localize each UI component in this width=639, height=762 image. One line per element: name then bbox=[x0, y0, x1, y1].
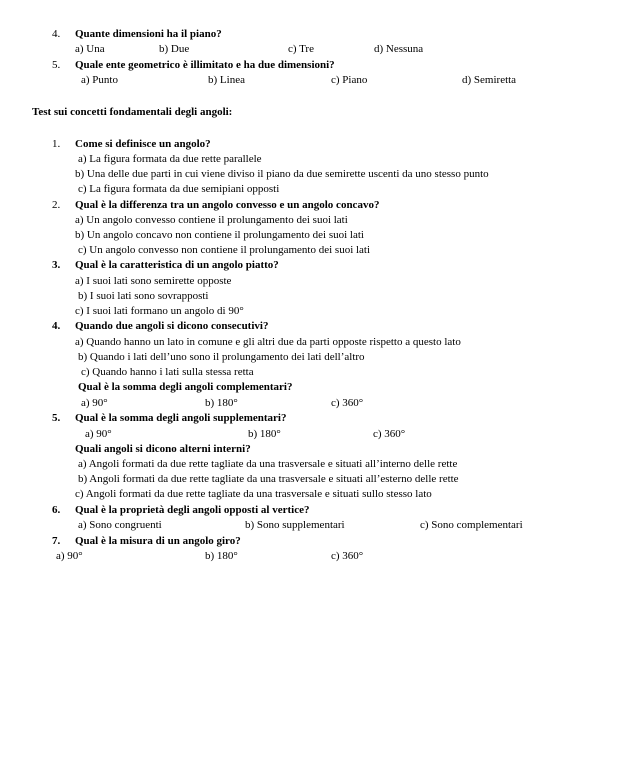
answer-option: c) Sono complementari bbox=[420, 519, 523, 531]
answer-option: b) Linea bbox=[208, 74, 245, 86]
answer-option: b) 180° bbox=[205, 550, 238, 562]
answer-option: d) Semiretta bbox=[462, 74, 517, 86]
answer-option: b) 180° bbox=[205, 397, 238, 409]
answer-option: c) 360° bbox=[373, 428, 406, 440]
answer-option: a) Una bbox=[75, 43, 105, 55]
question-text: Qual è la differenza tra un angolo convesso e un angolo concavo? bbox=[75, 199, 380, 211]
question-text: Quando due angoli si dicono consecutivi? bbox=[75, 320, 269, 332]
answer-option: a) Un angolo convesso contiene il prolungamento dei suoi lati bbox=[75, 214, 348, 226]
question-text: Quante dimensioni ha il piano? bbox=[75, 28, 222, 40]
answer-option: a) I suoi lati sono semirette opposte bbox=[75, 275, 232, 287]
question-number: 1. bbox=[52, 138, 61, 150]
answer-option: b) Due bbox=[159, 43, 190, 55]
answer-option: c) Quando hanno i lati sulla stessa retta bbox=[81, 366, 254, 378]
question-number: 6. bbox=[52, 504, 61, 516]
question-number: 4. bbox=[52, 320, 61, 332]
answer-option: b) Una delle due parti in cui viene diviso il piano da due semirette uscenti da uno stesso punto bbox=[75, 168, 489, 180]
answer-option: a) Quando hanno un lato in comune e gli altri due da parti opposte rispetto a questo lato bbox=[75, 336, 461, 348]
answer-option: a) Angoli formati da due rette tagliate da una trasversale e situati all’interno delle rette bbox=[78, 458, 458, 470]
answer-option: b) Angoli formati da due rette tagliate da una trasversale e situati all’esterno delle rette bbox=[78, 473, 459, 485]
answer-option: c) La figura formata da due semipiani opposti bbox=[78, 183, 280, 195]
question-number: 7. bbox=[52, 535, 61, 547]
question-number: 5. bbox=[52, 412, 61, 424]
question-number: 3. bbox=[52, 259, 61, 271]
question-number: 4. bbox=[52, 28, 61, 40]
answer-option: b) Sono supplementari bbox=[245, 519, 345, 531]
answer-option: b) 180° bbox=[248, 428, 281, 440]
question-text: Qual è la proprietà degli angoli opposti al vertice? bbox=[75, 504, 310, 516]
question-text: Quale ente geometrico è illimitato e ha due dimensioni? bbox=[75, 59, 335, 71]
answer-option: b) Quando i lati dell’uno sono il prolungamento dei lati dell’altro bbox=[78, 351, 365, 363]
answer-option: c) Angoli formati da due rette tagliate da una trasversale e situati sullo stesso lato bbox=[75, 488, 432, 500]
answer-option: c) I suoi lati formano un angolo di 90° bbox=[75, 305, 244, 317]
question-text: Qual è la somma degli angoli supplementari? bbox=[75, 412, 287, 424]
answer-option: d) Nessuna bbox=[374, 43, 424, 55]
answer-option: b) Un angolo concavo non contiene il prolungamento dei suoi lati bbox=[75, 229, 364, 241]
answer-option: a) Punto bbox=[81, 74, 118, 86]
question-text: Quali angoli si dicono alterni interni? bbox=[75, 443, 251, 455]
question-text: Qual è la caratteristica di un angolo piatto? bbox=[75, 259, 279, 271]
section-title: Test sui concetti fondamentali degli angoli: bbox=[32, 106, 233, 118]
answer-option: c) Un angolo convesso non contiene il prolungamento dei suoi lati bbox=[78, 244, 371, 256]
answer-option: c) 360° bbox=[331, 397, 364, 409]
answer-option: a) La figura formata da due rette parallele bbox=[78, 153, 262, 165]
question-text: Come si definisce un angolo? bbox=[75, 138, 211, 150]
answer-option: a) 90° bbox=[56, 550, 83, 562]
answer-option: c) 360° bbox=[331, 550, 364, 562]
answer-option: c) Tre bbox=[288, 43, 314, 55]
question-text: Qual è la somma degli angoli complementari? bbox=[78, 381, 293, 393]
answer-option: a) 90° bbox=[81, 397, 108, 409]
answer-option: a) Sono congruenti bbox=[78, 519, 162, 531]
question-number: 2. bbox=[52, 199, 61, 211]
answer-option: c) Piano bbox=[331, 74, 368, 86]
answer-option: a) 90° bbox=[85, 428, 112, 440]
question-text: Qual è la misura di un angolo giro? bbox=[75, 535, 241, 547]
answer-option: b) I suoi lati sono sovrapposti bbox=[78, 290, 209, 302]
question-number: 5. bbox=[52, 59, 61, 71]
